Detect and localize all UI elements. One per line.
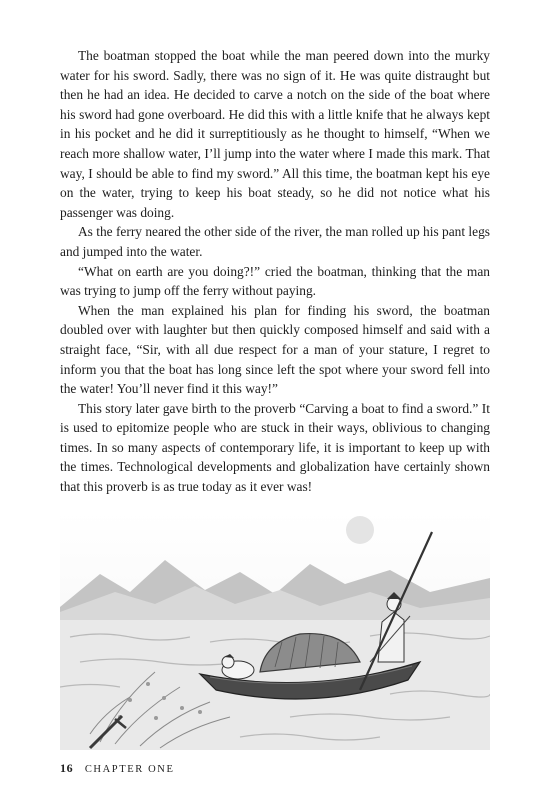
paragraph: “What on earth are you doing?!” cried the boatman, thinking that the man was trying to jump off the ferry without paying. — [60, 263, 490, 299]
paragraph: As the ferry neared the other side of the river, the man rolled up his pant legs and jumped into the water. — [60, 224, 490, 259]
moon — [346, 516, 374, 544]
paragraph: When the man explained his plan for finding his sword, the boatman doubled over with laughter but then quickly composed himself and said with a straight face, “Sir, with all due respect for a man of your stature, I regret to inform you that the boat has long since left the spot where your sword fell into the water! You’ll never find it this way!” — [60, 302, 490, 397]
page-footer — [60, 761, 174, 776]
body-text — [60, 46, 490, 497]
paragraph: The boatman stopped the boat while the man peered down into the murky water for his sword. Sadly, there was no sign of it. He was quite distraught but then he had an idea. He decided to carve a notch on the side of the boat where his sword had gone overboard. He did this with a little knife that he always kept in his pocket and he did it surreptitiously as he thought to himself, “When we reach more shallow water, I’ll jump into the water where I made this mark. That way, I should be able to find my sword.” All this time, the boatman kept his eye on the water, trying to keep his boat steady, so he did not notice what his passenger was doing. — [60, 48, 490, 220]
page-number: 16 — [60, 761, 74, 775]
boat-illustration — [60, 512, 490, 750]
chapter-label: CHAPTER ONE — [84, 764, 175, 775]
paragraph: This story later gave birth to the proverb “Carving a boat to find a sword.” It is used to epitomize people who are stuck in their ways, oblivious to changing times. In so many aspects of contemporary life, it is important to keep up with the times. Technological developments and globalization have certainly shown that this proverb is as true today as it ever was! — [60, 400, 490, 495]
